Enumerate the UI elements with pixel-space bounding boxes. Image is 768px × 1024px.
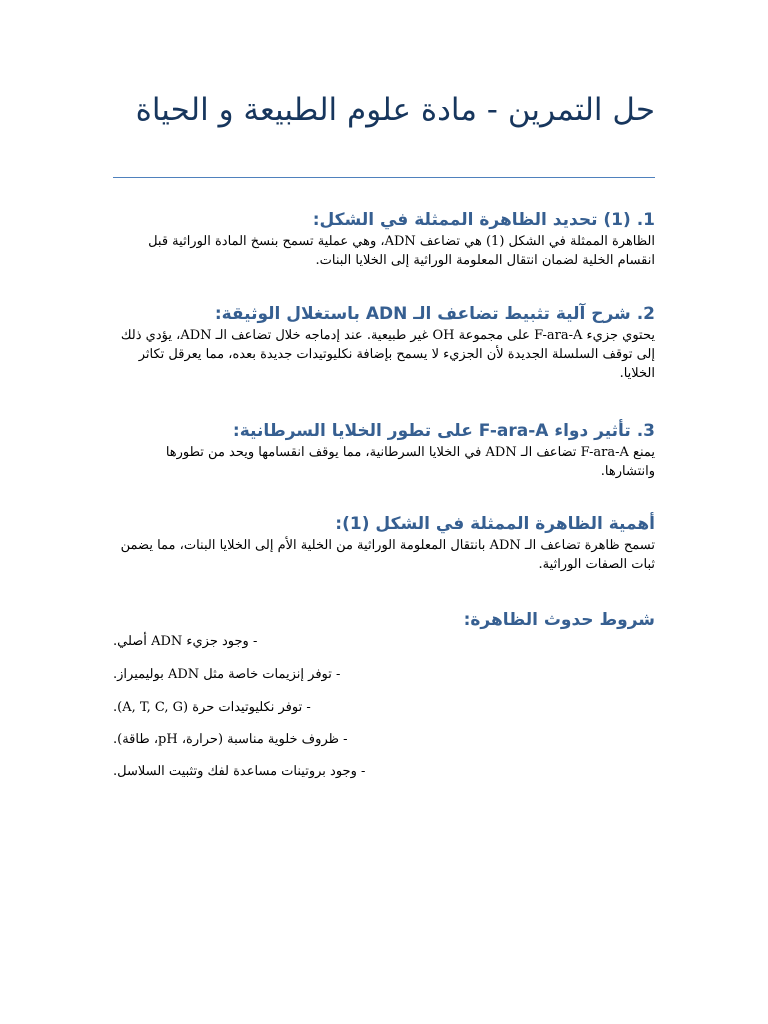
condition-item: - توفر نكليوتيدات حرة (A, T, C, G). (113, 700, 311, 715)
title-divider (113, 177, 655, 178)
section-1 (113, 208, 655, 270)
section-1-heading: 1. (1) تحديد الظاهرة الممثلة في الشكل: (312, 210, 655, 230)
condition-item: - وجود بروتينات مساعدة لفك وتثبيت السلاسل. (113, 764, 366, 779)
section-2-text: يحتوي جزيء F-ara-A على مجموعة OH غير طبيعية. عند إدماجه خلال تضاعف الـ ADN، يؤدي ذلك إلى توقف السلسلة الجديدة لأن الجزيء لا يسمح بإضافة نكليوتيدات جديدة بعده، مما يعرقل تكاثر الخلايا. (120, 328, 655, 381)
section-3 (113, 419, 655, 481)
section-2 (113, 302, 655, 383)
section-1-text: الظاهرة الممثلة في الشكل (1) هي تضاعف ADN، وهي عملية تسمح بنسخ المادة الوراثية قبل انقسام الخلية لضمان انتقال المعلومة الوراثية إلى الخلايا البنات. (148, 234, 655, 268)
section-5 (113, 608, 655, 632)
section-4 (113, 512, 655, 574)
section-3-text: يمنع F-ara-A تضاعف الـ ADN في الخلايا السرطانية، مما يوقف انقسامها ويحد من تطورها وانتشارها. (165, 445, 655, 479)
section-4-heading: أهمية الظاهرة الممثلة في الشكل (1): (335, 514, 655, 534)
condition-item: - توفر إنزيمات خاصة مثل ADN بوليميراز. (113, 667, 341, 682)
section-5-heading: شروط حدوث الظاهرة: (463, 610, 655, 630)
document-title: حل التمرين - مادة علوم الطبيعة و الحياة (135, 92, 655, 128)
condition-item: - وجود جزيء ADN أصلي. (113, 634, 258, 649)
condition-item: - ظروف خلوية مناسبة (حرارة، pH، طاقة). (113, 732, 348, 747)
section-4-text: تسمح ظاهرة تضاعف الـ ADN بانتقال المعلومة الوراثية من الخلية الأم إلى الخلايا البنات، مما يضمن ثبات الصفات الوراثية. (120, 538, 655, 572)
section-2-heading: 2. شرح آلية تثبيط تضاعف الـ ADN باستغلال الوثيقة: (214, 304, 655, 324)
section-3-heading: 3. تأثير دواء F-ara-A على تطور الخلايا السرطانية: (232, 421, 655, 441)
